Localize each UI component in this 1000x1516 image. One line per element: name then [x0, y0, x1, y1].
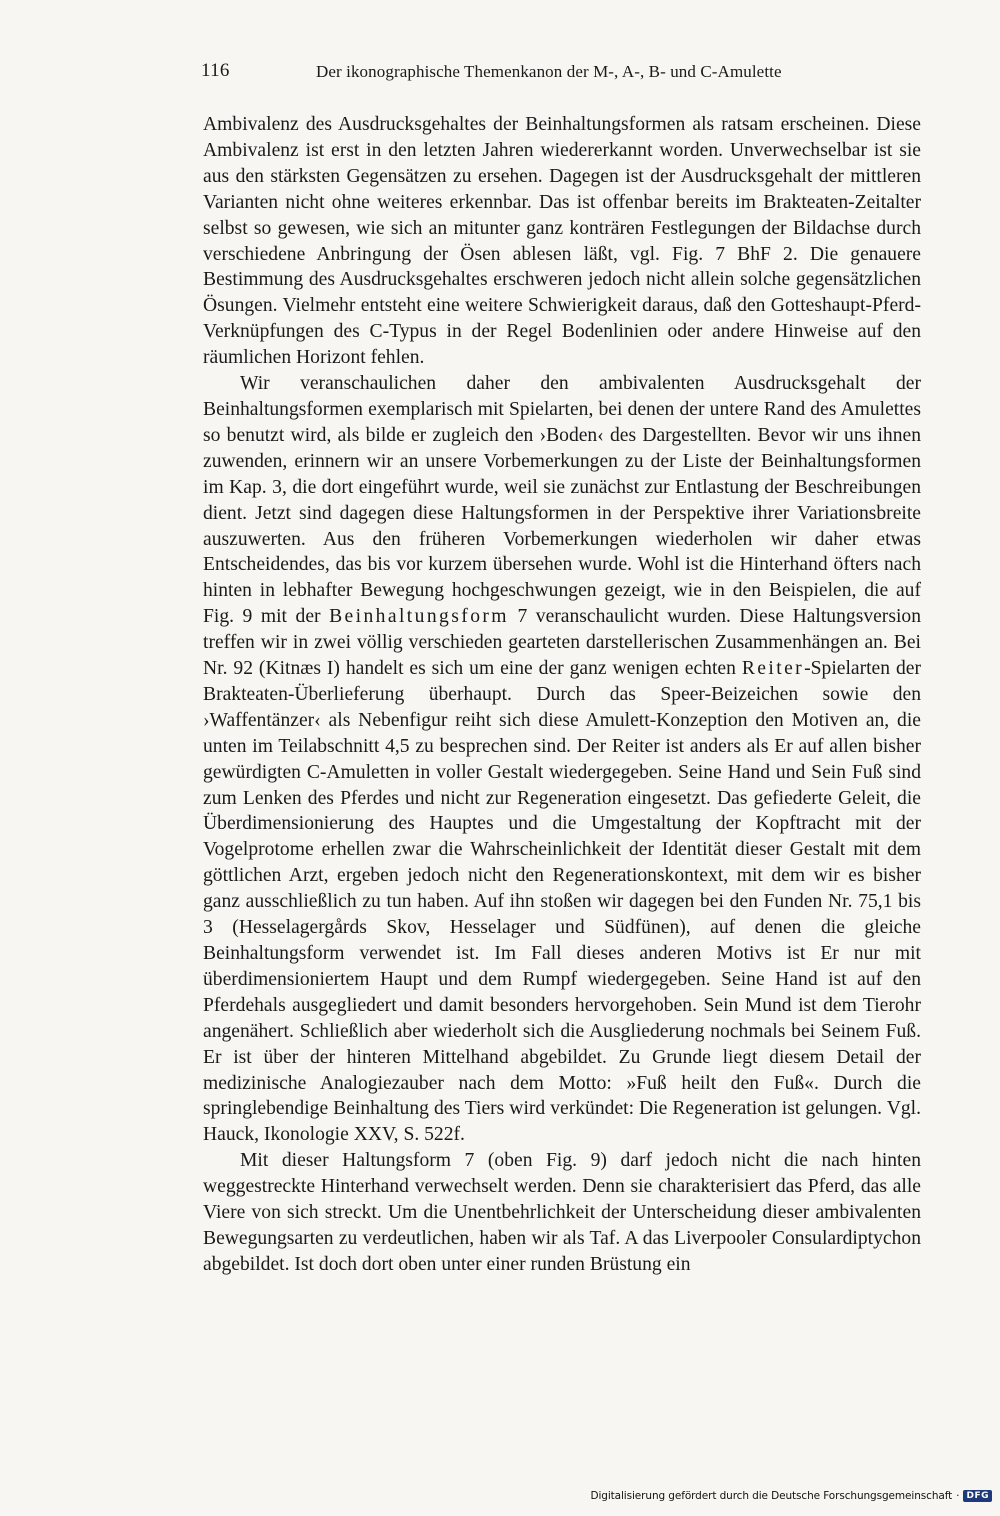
- digitization-footer: [590, 1490, 992, 1502]
- paragraph-2-text-b: 7 veranschaulicht wurden. Diese Haltungsversion treffen wir in zwei völlig verschieden gearteten darstellerischen Zusammenhängen an. Bei Nr. 92 (Kitnæs I) handelt es sich um eine der ganz wenigen echten: [203, 606, 921, 680]
- paragraph-1-text: Ambivalenz des Ausdrucksgehaltes der Beinhaltungsformen als ratsam erscheinen. Diese Ambivalenz ist erst in den letzten Jahren wiedererkannt worden. Unverwechselbar ist sie aus den stärksten Gegensätzen zu ersehen. Dagegen ist der Ausdrucksgehalt der mittleren Varianten nicht ohne weiteres erkennbar. Das ist offenbar bereits im Brakteaten-Zeitalter selbst so gewesen, wie sich an mitunter ganz konträren Festlegungen der Bildachse durch verschiedene Anbringung der Ösen ablesen läßt, vgl. Fig. 7 BhF 2. Die genauere Bestimmung des Ausdrucksgehaltes erschweren jedoch nicht allein solche gegensätzlichen Ösungen. Vielmehr entsteht eine weitere Schwierigkeit daraus, daß den Gotteshaupt-Pferd-Verknüpfungen des C-Typus in der Regel Bodenlinien oder andere Hinweise auf den räumlichen Horizont fehlen.: [203, 114, 921, 369]
- dfg-logo-icon: DFG: [963, 1490, 992, 1502]
- page-number: 116: [201, 60, 230, 81]
- footer-separator: ·: [956, 1490, 960, 1502]
- paragraph-3: [203, 1148, 921, 1278]
- paragraph-2-text-a: Wir veranschaulichen daher den ambivalenten Ausdrucksgehalt der Beinhaltungsformen exemplarisch mit Spielarten, bei denen der untere Rand des Amulettes so benutzt wird, als bilde er zugleich den ›Boden‹ des Dargestellten. Bevor wir uns ihnen zuwenden, erinnern wir an unsere Vorbemerkungen zu der Liste der Beinhaltungsformen im Kap. 3, die dort eingeführt wurde, weil sie zunächst zur Entlastung der Beschreibungen dient. Jetzt sind dagegen diese Haltungsformen in der Perspektive ihrer Variationsbreite auszuwerten. Aus den früheren Vorbemerkungen wiederholen wir daher etwas Entscheidendes, das bis vor kurzem übersehen wurde. Wohl ist die Hinterhand öfters nach hinten in lebhafter Bewegung hochgeschwungen gezeigt, wie in den Beispielen, die auf Fig. 9 mit der: [203, 373, 921, 628]
- footer-text: Digitalisierung gefördert durch die Deutsche Forschungsgemeinschaft: [590, 1490, 953, 1502]
- body-text: [203, 112, 921, 1278]
- running-head: Der ikonographische Themenkanon der M-, A-, B- und C-Amulette: [316, 62, 782, 81]
- paragraph-1: [203, 112, 921, 371]
- spaced-term-beinhaltungsform: Beinhaltungsform: [329, 606, 509, 628]
- paragraph-3-text: Mit dieser Haltungsform 7 (oben Fig. 9) darf jedoch nicht die nach hinten weggestreckte Hinterhand verwechselt werden. Denn sie charakterisiert das Pferd, das alle Viere von sich streckt. Um die Unentbehrlichkeit der Unterscheidung dieser ambivalenten Bewegungsarten zu verdeutlichen, haben wir als Taf. A das Liverpooler Consulardiptychon abgebildet. Ist doch dort oben unter einer runden Brüstung ein: [203, 1150, 921, 1275]
- spaced-term-reiter: Reiter: [741, 658, 805, 680]
- paragraph-2: [203, 371, 921, 1148]
- paragraph-2-text-c: -Spielarten der Brakteaten-Überlieferung überhaupt. Durch das Speer-Beizeichen sowie den ›Waffentänzer‹ als Nebenfigur reiht sich diese Amulett-Konzeption den Motiven an, die unten im Teilabschnitt 4,5 zu besprechen sind. Der Reiter ist anders als Er auf allen bisher gewürdigten C-Amuletten in voller Gestalt wiedergegeben. Seine Hand und Sein Fuß sind zum Lenken des Pferdes und nicht zur Regeneration eingesetzt. Das gefiederte Geleit, die Überdimensionierung des Hauptes und die Umgestaltung der Kopftracht mit der Vogelprotome erhellen zwar die Wahrscheinlichkeit der Identität dieser Gestalt mit dem göttlichen Arzt, ergeben jedoch nicht den Regenerationskontext, mit dem wir es bisher ganz ausschließlich zu tun haben. Auf ihn stoßen wir dagegen bei den Funden Nr. 75,1 bis 3 (Hesselagergårds Skov, Hesselager und Südfünen), auf denen die gleiche Beinhaltungsform verwendet ist. Im Fall dieses anderen Motivs ist Er nur mit überdimensioniertem Haupt und dem Rumpf wiedergegeben. Seine Hand ist auf den Pferdehals ausgegliedert und damit besonders hervorgehoben. Sein Mund ist dem Tierohr angenähert. Schließlich aber wiederholt sich die Ausgliederung nochmals bei Seinem Fuß. Er ist über der hinteren Mittelhand abgebildet. Zu Grunde liegt diesem Detail der medizinische Analogiezauber nach dem Motto: »Fuß heilt den Fuß«. Durch die springlebendige Beinhaltung des Tiers wird verkündet: Die Regeneration ist gelungen. Vgl. Hauck, Ikonologie XXV, S. 522f.: [203, 658, 921, 1146]
